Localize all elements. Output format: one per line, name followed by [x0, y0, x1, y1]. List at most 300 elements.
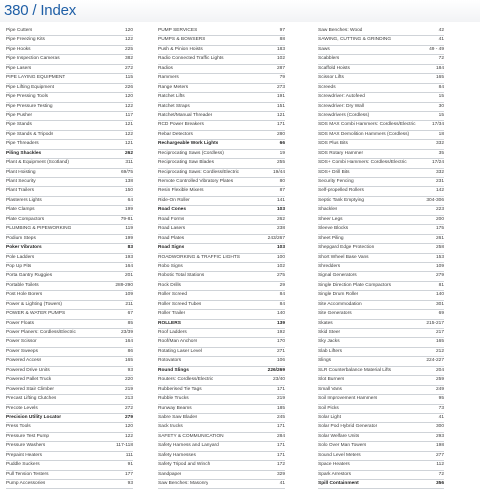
index-entry[interactable] [318, 423, 444, 432]
index-entry-name: Powered Drive Units [6, 367, 50, 373]
index-entry-name: Solar Light [318, 414, 341, 420]
index-entry[interactable] [318, 480, 444, 489]
index-entry[interactable] [158, 103, 285, 112]
index-entry[interactable] [6, 367, 133, 376]
index-entry[interactable] [158, 348, 285, 357]
index-entry-page: 193 [124, 254, 133, 260]
index-entry[interactable] [158, 112, 285, 121]
index-entry-page: 49 - 49 [429, 46, 444, 52]
index-entry-page: 84 [438, 84, 444, 90]
index-entry[interactable] [158, 376, 285, 385]
index-entry[interactable] [158, 254, 285, 263]
index-entry[interactable] [318, 386, 444, 395]
index-entry[interactable] [318, 338, 444, 347]
index-entry[interactable] [6, 36, 133, 45]
index-entry[interactable] [318, 244, 444, 253]
index-entry-name: Pipe Inspection Cameras [6, 56, 60, 62]
index-entry-name: Plate Clamps [6, 207, 35, 213]
index-entry-name: Screwdriver: Autofeed [318, 94, 365, 100]
index-entry[interactable] [6, 150, 133, 159]
index-entry-page: 293 [435, 433, 444, 439]
index-entry-name: SDS MAX Demolition Hammers (Cordless) [318, 131, 410, 137]
index-entry[interactable] [6, 442, 133, 451]
index-entry[interactable] [6, 386, 133, 395]
index-entry[interactable] [158, 329, 285, 338]
index-entry[interactable] [158, 272, 285, 281]
index-entry[interactable] [158, 131, 285, 140]
index-entry-page: 139 [276, 320, 285, 326]
index-entry[interactable] [6, 376, 133, 385]
index-entry[interactable] [6, 414, 133, 423]
index-entry[interactable] [158, 84, 285, 93]
index-entry[interactable] [158, 178, 285, 187]
index-entry-page: 262 [276, 216, 285, 222]
index-entry[interactable] [318, 36, 444, 45]
index-entry[interactable] [158, 433, 285, 442]
index-entry[interactable] [6, 55, 133, 64]
index-entry-name: Rotovators [158, 358, 182, 364]
index-entry[interactable] [6, 140, 133, 149]
index-entry[interactable] [318, 272, 444, 281]
index-entry-name: Single Drum Roller [318, 292, 359, 298]
index-entry[interactable] [158, 367, 285, 376]
index-entry-page: 272 [124, 405, 133, 411]
index-entry-name: Security Fencing [318, 179, 354, 184]
index-entry[interactable] [158, 225, 285, 234]
index-entry[interactable] [6, 206, 133, 215]
index-entry-name: Road Signs [158, 245, 185, 251]
index-entry[interactable] [318, 452, 444, 461]
index-entry-page: 69 [438, 311, 444, 317]
index-entry-page: 35 [438, 150, 444, 156]
index-entry-page: 42 [438, 28, 444, 33]
index-entry-page: 164 [124, 339, 133, 345]
index-entry[interactable] [158, 27, 285, 36]
index-entry-name: PLUMBING & PIPEWORKING [6, 226, 72, 232]
index-entry[interactable] [6, 27, 133, 36]
index-entry[interactable] [158, 244, 285, 253]
index-column-3 [318, 27, 444, 489]
index-entry-name: POWER & WATER PUMPS [6, 311, 66, 317]
index-entry-name: SLR Counterbalance Material Lifts [318, 367, 392, 373]
index-entry-page: 141 [276, 197, 285, 203]
index-entry[interactable] [318, 216, 444, 225]
index-entry-name: SDS Rotary Hammer [318, 150, 364, 156]
index-entry[interactable] [318, 263, 444, 272]
index-entry[interactable] [6, 84, 133, 93]
index-entry[interactable] [158, 480, 285, 489]
index-entry-page: 84 [279, 292, 285, 298]
index-entry[interactable] [318, 140, 444, 149]
index-entry[interactable] [318, 348, 444, 357]
index-entry[interactable] [318, 65, 444, 74]
index-entry-page: 199 [124, 235, 133, 241]
index-entry[interactable] [318, 131, 444, 140]
index-entry[interactable] [318, 225, 444, 234]
index-entry-page: 80 [279, 179, 285, 184]
index-entry-name: Safety Tripod and Winch [158, 462, 211, 468]
index-entry[interactable] [158, 206, 285, 215]
index-entry[interactable] [318, 282, 444, 291]
index-entry-page: 171 [276, 424, 285, 430]
index-entry[interactable] [318, 367, 444, 376]
index-entry[interactable] [158, 55, 285, 64]
index-entry-page: 258 [435, 245, 444, 251]
index-entry[interactable] [6, 433, 133, 442]
index-entry-page: 272 [124, 65, 133, 71]
index-entry-name: Plasterers Lights [6, 197, 42, 203]
index-entry[interactable] [6, 225, 133, 234]
index-entry[interactable] [318, 93, 444, 102]
index-entry-name: Roof Ladders [158, 330, 187, 335]
index-entry-page: 223 [435, 207, 444, 213]
index-entry[interactable] [158, 423, 285, 432]
index-entry[interactable] [158, 169, 285, 178]
index-entry-page: 280 [276, 131, 285, 137]
index-entry-name: Scaffold Hoists [318, 65, 350, 71]
index-entry-name: Site Generators [318, 311, 352, 317]
index-entry[interactable] [158, 461, 285, 470]
index-entry[interactable] [158, 159, 285, 168]
index-entry[interactable] [158, 216, 285, 225]
index-entry-page: 115 [125, 75, 133, 81]
index-entry[interactable] [318, 395, 444, 404]
index-entry-name: Rotating Laser Level [158, 348, 202, 354]
index-entry-page: 73 [438, 405, 444, 411]
index-entry-page: 120 [124, 28, 133, 33]
index-entry[interactable] [6, 103, 133, 112]
index-entry[interactable] [6, 178, 133, 187]
index-entry[interactable] [318, 291, 444, 300]
index-entry-page: 277 [435, 452, 444, 458]
index-entry-name: Space Heaters [318, 462, 350, 468]
index-entry[interactable] [318, 84, 444, 93]
index-entry-page: 225 [124, 46, 133, 52]
index-entry-page: 165 [435, 339, 444, 345]
index-entry-name: Pole Ladders [6, 254, 35, 260]
index-entry[interactable] [318, 442, 444, 451]
index-entry-name: Power Sweeps [6, 348, 38, 354]
index-entry-name: Site Accommodation [318, 301, 362, 307]
index-entry-name: Powered Stair Climber [6, 386, 54, 392]
index-entry[interactable] [158, 414, 285, 423]
index-entry[interactable] [318, 197, 444, 206]
index-entry[interactable] [6, 405, 133, 414]
index-entry-page: 17/24 [431, 160, 444, 166]
index-entry-page: 255 [276, 160, 285, 166]
index-entry-page: 171 [276, 452, 285, 458]
index-entry[interactable] [158, 150, 285, 159]
index-entry-page: 122 [124, 37, 133, 43]
index-entry-name: Road Cones [158, 207, 186, 213]
index-entry-page: 100 [276, 254, 285, 260]
index-entry[interactable] [318, 235, 444, 244]
index-entry-name: SDS Plus Bits [318, 141, 348, 147]
index-entry[interactable] [6, 187, 133, 196]
index-entry[interactable] [6, 46, 133, 55]
index-entry[interactable] [6, 235, 133, 244]
index-entry[interactable] [6, 121, 133, 130]
index-entry[interactable] [318, 46, 444, 55]
index-entry[interactable] [6, 282, 133, 291]
index-entry-page: 262 [124, 150, 133, 156]
index-entry-name: Short Wheel Base Vans [318, 254, 369, 260]
index-entry-page: 79 [279, 75, 285, 81]
index-entry[interactable] [6, 197, 133, 206]
index-entry[interactable] [6, 291, 133, 300]
index-entry-name: Single Direction Plate Compactors [318, 282, 392, 288]
index-entry-name: Roller Screed [158, 292, 188, 298]
index-entry[interactable] [158, 338, 285, 347]
index-entry[interactable] [6, 320, 133, 329]
index-entry[interactable] [318, 169, 444, 178]
index-entry-name: Sack trucks [158, 424, 183, 430]
index-entry[interactable] [6, 348, 133, 357]
index-entry[interactable] [158, 187, 285, 196]
index-entry-name: Sabre Saw Blades [158, 414, 198, 420]
index-entry-page: 88 [279, 37, 285, 43]
index-entry[interactable] [318, 414, 444, 423]
index-entry[interactable] [158, 93, 285, 102]
index-entry-page: 213 [124, 396, 133, 402]
index-entry-name: Sleeve Blocks [318, 226, 349, 232]
index-entry[interactable] [158, 357, 285, 366]
index-entry-name: Pipe Pusher [6, 112, 33, 118]
index-entry-name: Pump Accessories [6, 481, 46, 486]
index-entry-page: 185 [276, 405, 285, 411]
index-entry[interactable] [158, 263, 285, 272]
index-entry-name: Signal Generators [318, 273, 357, 279]
index-entry[interactable] [158, 471, 285, 480]
index-entry-name: Slings [318, 358, 332, 364]
index-entry-name: Self-propelled Rollers [318, 188, 364, 194]
index-entry-name: SAWING, CUTTING & GRINDING [318, 37, 392, 43]
page-title: 380 / Index [4, 2, 77, 19]
index-entry[interactable] [158, 140, 285, 149]
index-entry-name: Powered Access [6, 358, 42, 364]
index-entry[interactable] [6, 310, 133, 319]
index-entry[interactable] [318, 206, 444, 215]
index-entry-name: Power Planers: Cordless/Electric [6, 330, 76, 335]
index-entry-name: Plant Hoisting [6, 169, 36, 175]
index-entry[interactable] [6, 244, 133, 253]
index-entry[interactable] [158, 452, 285, 461]
index-entry[interactable] [318, 103, 444, 112]
index-entry[interactable] [158, 197, 285, 206]
index-entry-name: Spill Containment [318, 481, 359, 486]
index-entry-page: 191 [276, 94, 285, 100]
index-entry-name: Roller Screed Tubes [158, 301, 202, 307]
index-entry-name: Reciprocating Saws (Cordless) [158, 150, 224, 156]
index-entry-page: 84 [279, 301, 285, 307]
index-entry-page: 151 [276, 103, 285, 109]
index-entry-name: Small Vans [318, 386, 342, 392]
index-entry-page: 19 [279, 150, 285, 156]
index-entry[interactable] [318, 433, 444, 442]
index-entry-name: PUMP SERVICES [158, 28, 198, 33]
index-entry-page: 95 [438, 396, 444, 402]
index-entry[interactable] [158, 65, 285, 74]
index-entry[interactable] [318, 159, 444, 168]
index-entry[interactable] [318, 301, 444, 310]
index-entry-page: 212 [435, 348, 444, 354]
index-entry[interactable] [318, 27, 444, 36]
index-entry[interactable] [6, 169, 133, 178]
index-entry-page: 165 [435, 75, 444, 81]
index-entry-name: Push & Pinion Hoists [158, 46, 203, 52]
index-entry-page: 17/34 [431, 122, 444, 128]
index-entry-name: Roof/Man Anchors [158, 339, 198, 345]
index-entry-page: 200 [435, 216, 444, 222]
index-entry-page: 279 [435, 273, 444, 279]
index-entry-page: 119 [125, 226, 133, 232]
index-entry-name: Prepaint Heaters [6, 452, 42, 458]
index-entry-page: 41 [438, 414, 444, 420]
index-entry[interactable] [318, 112, 444, 121]
index-entry[interactable] [318, 254, 444, 263]
index-entry-page: 93 [127, 481, 133, 486]
index-entry-page: 279 [124, 414, 133, 420]
index-entry[interactable] [6, 74, 133, 83]
index-entry-page: 184 [435, 65, 444, 71]
index-entry[interactable] [6, 452, 133, 461]
index-entry-name: Rubble Trucks [158, 396, 189, 402]
index-entry-name: Reciprocating Saws: Cordless/Electric [158, 169, 240, 175]
index-entry-page: 93 [127, 367, 133, 373]
index-entry[interactable] [6, 471, 133, 480]
index-entry-page: 109 [124, 292, 133, 298]
index-entry[interactable] [6, 216, 133, 225]
index-entry-page: 382 [124, 56, 133, 62]
index-entry[interactable] [318, 310, 444, 319]
index-entry-name: Slab Lifters [318, 348, 342, 354]
index-entry[interactable] [6, 131, 133, 140]
index-entry-name: Plate Compactors [6, 216, 45, 222]
index-entry-name: Pressure Test Pump [6, 433, 50, 439]
index-entry[interactable] [6, 272, 133, 281]
index-entry[interactable] [158, 36, 285, 45]
index-entry-page: 138 [124, 179, 133, 184]
index-entry[interactable] [158, 310, 285, 319]
index-entry[interactable] [6, 93, 133, 102]
index-entry-name: Radios [158, 65, 173, 71]
index-entry[interactable] [6, 338, 133, 347]
index-entry[interactable] [318, 376, 444, 385]
index-entry-page: 171 [276, 443, 285, 449]
index-entry-page: 81 [438, 282, 444, 288]
page-header [0, 0, 480, 28]
index-entry-page: 238 [276, 226, 285, 232]
index-entry[interactable] [6, 263, 133, 272]
index-entry[interactable] [158, 121, 285, 130]
index-entry-page: 332 [435, 169, 444, 175]
index-entry[interactable] [318, 405, 444, 414]
index-entry[interactable] [158, 291, 285, 300]
index-entry-name: Rebar Detectors [158, 131, 193, 137]
index-entry[interactable] [6, 395, 133, 404]
index-entry[interactable] [6, 254, 133, 263]
index-entry-name: Precote Levels [6, 405, 38, 411]
index-entry-name: Poker Vibrators [6, 245, 42, 251]
index-entry[interactable] [158, 320, 285, 329]
index-entry[interactable] [318, 55, 444, 64]
index-entry-name: Septic Tank Emptying [318, 197, 365, 203]
index-entry[interactable] [318, 187, 444, 196]
index-entry-name: Reciprocating Saw Blades [158, 160, 214, 166]
index-entry-page: 204 [435, 367, 444, 373]
index-entry[interactable] [318, 74, 444, 83]
index-entry[interactable] [6, 159, 133, 168]
index-entry-name: Scissor Lifts [318, 75, 344, 81]
index-entry[interactable] [318, 461, 444, 470]
index-entry-page: 300 [435, 424, 444, 430]
index-entry-name: Safety Harness and Lanyard [158, 443, 219, 449]
index-entry-page: 245 [276, 414, 285, 420]
index-entry-name: Pop Up Pits [6, 263, 32, 269]
index-entry-page: 67 [127, 311, 133, 317]
index-entry[interactable] [6, 461, 133, 470]
index-entry[interactable] [318, 357, 444, 366]
index-entry[interactable] [158, 46, 285, 55]
index-entry-name: Ratchet Straps [158, 103, 190, 109]
index-entry-name: Solar Welfare Units [318, 433, 360, 439]
index-entry[interactable] [6, 112, 133, 121]
index-entry-page: 15 [438, 112, 444, 118]
index-entry[interactable] [158, 301, 285, 310]
index-entry-name: Safety Harnesses [158, 452, 196, 458]
index-entry[interactable] [6, 329, 133, 338]
index-entry[interactable] [158, 442, 285, 451]
index-entry[interactable] [6, 301, 133, 310]
index-entry-page: 23/39 [120, 330, 133, 335]
index-entry-page: 66 [279, 141, 285, 147]
index-entry-page: 142 [435, 188, 444, 194]
index-entry-page: 41 [279, 481, 285, 486]
index-entry-name: Ride-On Roller [158, 197, 190, 203]
index-entry[interactable] [6, 65, 133, 74]
index-entry-page: 97 [279, 28, 285, 33]
index-entry-name: Ratchet/Manual Threader [158, 112, 213, 118]
index-entry[interactable] [6, 423, 133, 432]
index-entry[interactable] [158, 386, 285, 395]
index-entry-page: 301 [435, 301, 444, 307]
index-entry-page: 140 [435, 292, 444, 298]
index-entry-page: 177 [124, 471, 133, 477]
index-entry[interactable] [6, 480, 133, 489]
index-entry[interactable] [318, 121, 444, 130]
index-entry-name: Press Tools [6, 424, 31, 430]
index-entry-name: Power Scissor [6, 339, 37, 345]
index-entry-name: SDS MAX Combi Hammers: Cordless/Electric [318, 122, 416, 128]
index-entry-page: 172 [276, 462, 285, 468]
index-entry[interactable] [158, 282, 285, 291]
index-entry-page: 102 [276, 263, 285, 269]
index-entry[interactable] [318, 320, 444, 329]
index-entry[interactable] [318, 178, 444, 187]
index-entry-page: 199 [124, 207, 133, 213]
index-entry[interactable] [158, 235, 285, 244]
index-entry[interactable] [158, 74, 285, 83]
index-entry[interactable] [318, 150, 444, 159]
index-entry-page: 243/267 [267, 235, 285, 241]
index-entry-name: Screeds [318, 84, 336, 90]
index-entry[interactable] [158, 405, 285, 414]
index-entry[interactable] [318, 329, 444, 338]
index-entry-page: 249 [435, 386, 444, 392]
index-entry[interactable] [6, 357, 133, 366]
index-entry[interactable] [158, 395, 285, 404]
index-entry[interactable] [318, 471, 444, 480]
